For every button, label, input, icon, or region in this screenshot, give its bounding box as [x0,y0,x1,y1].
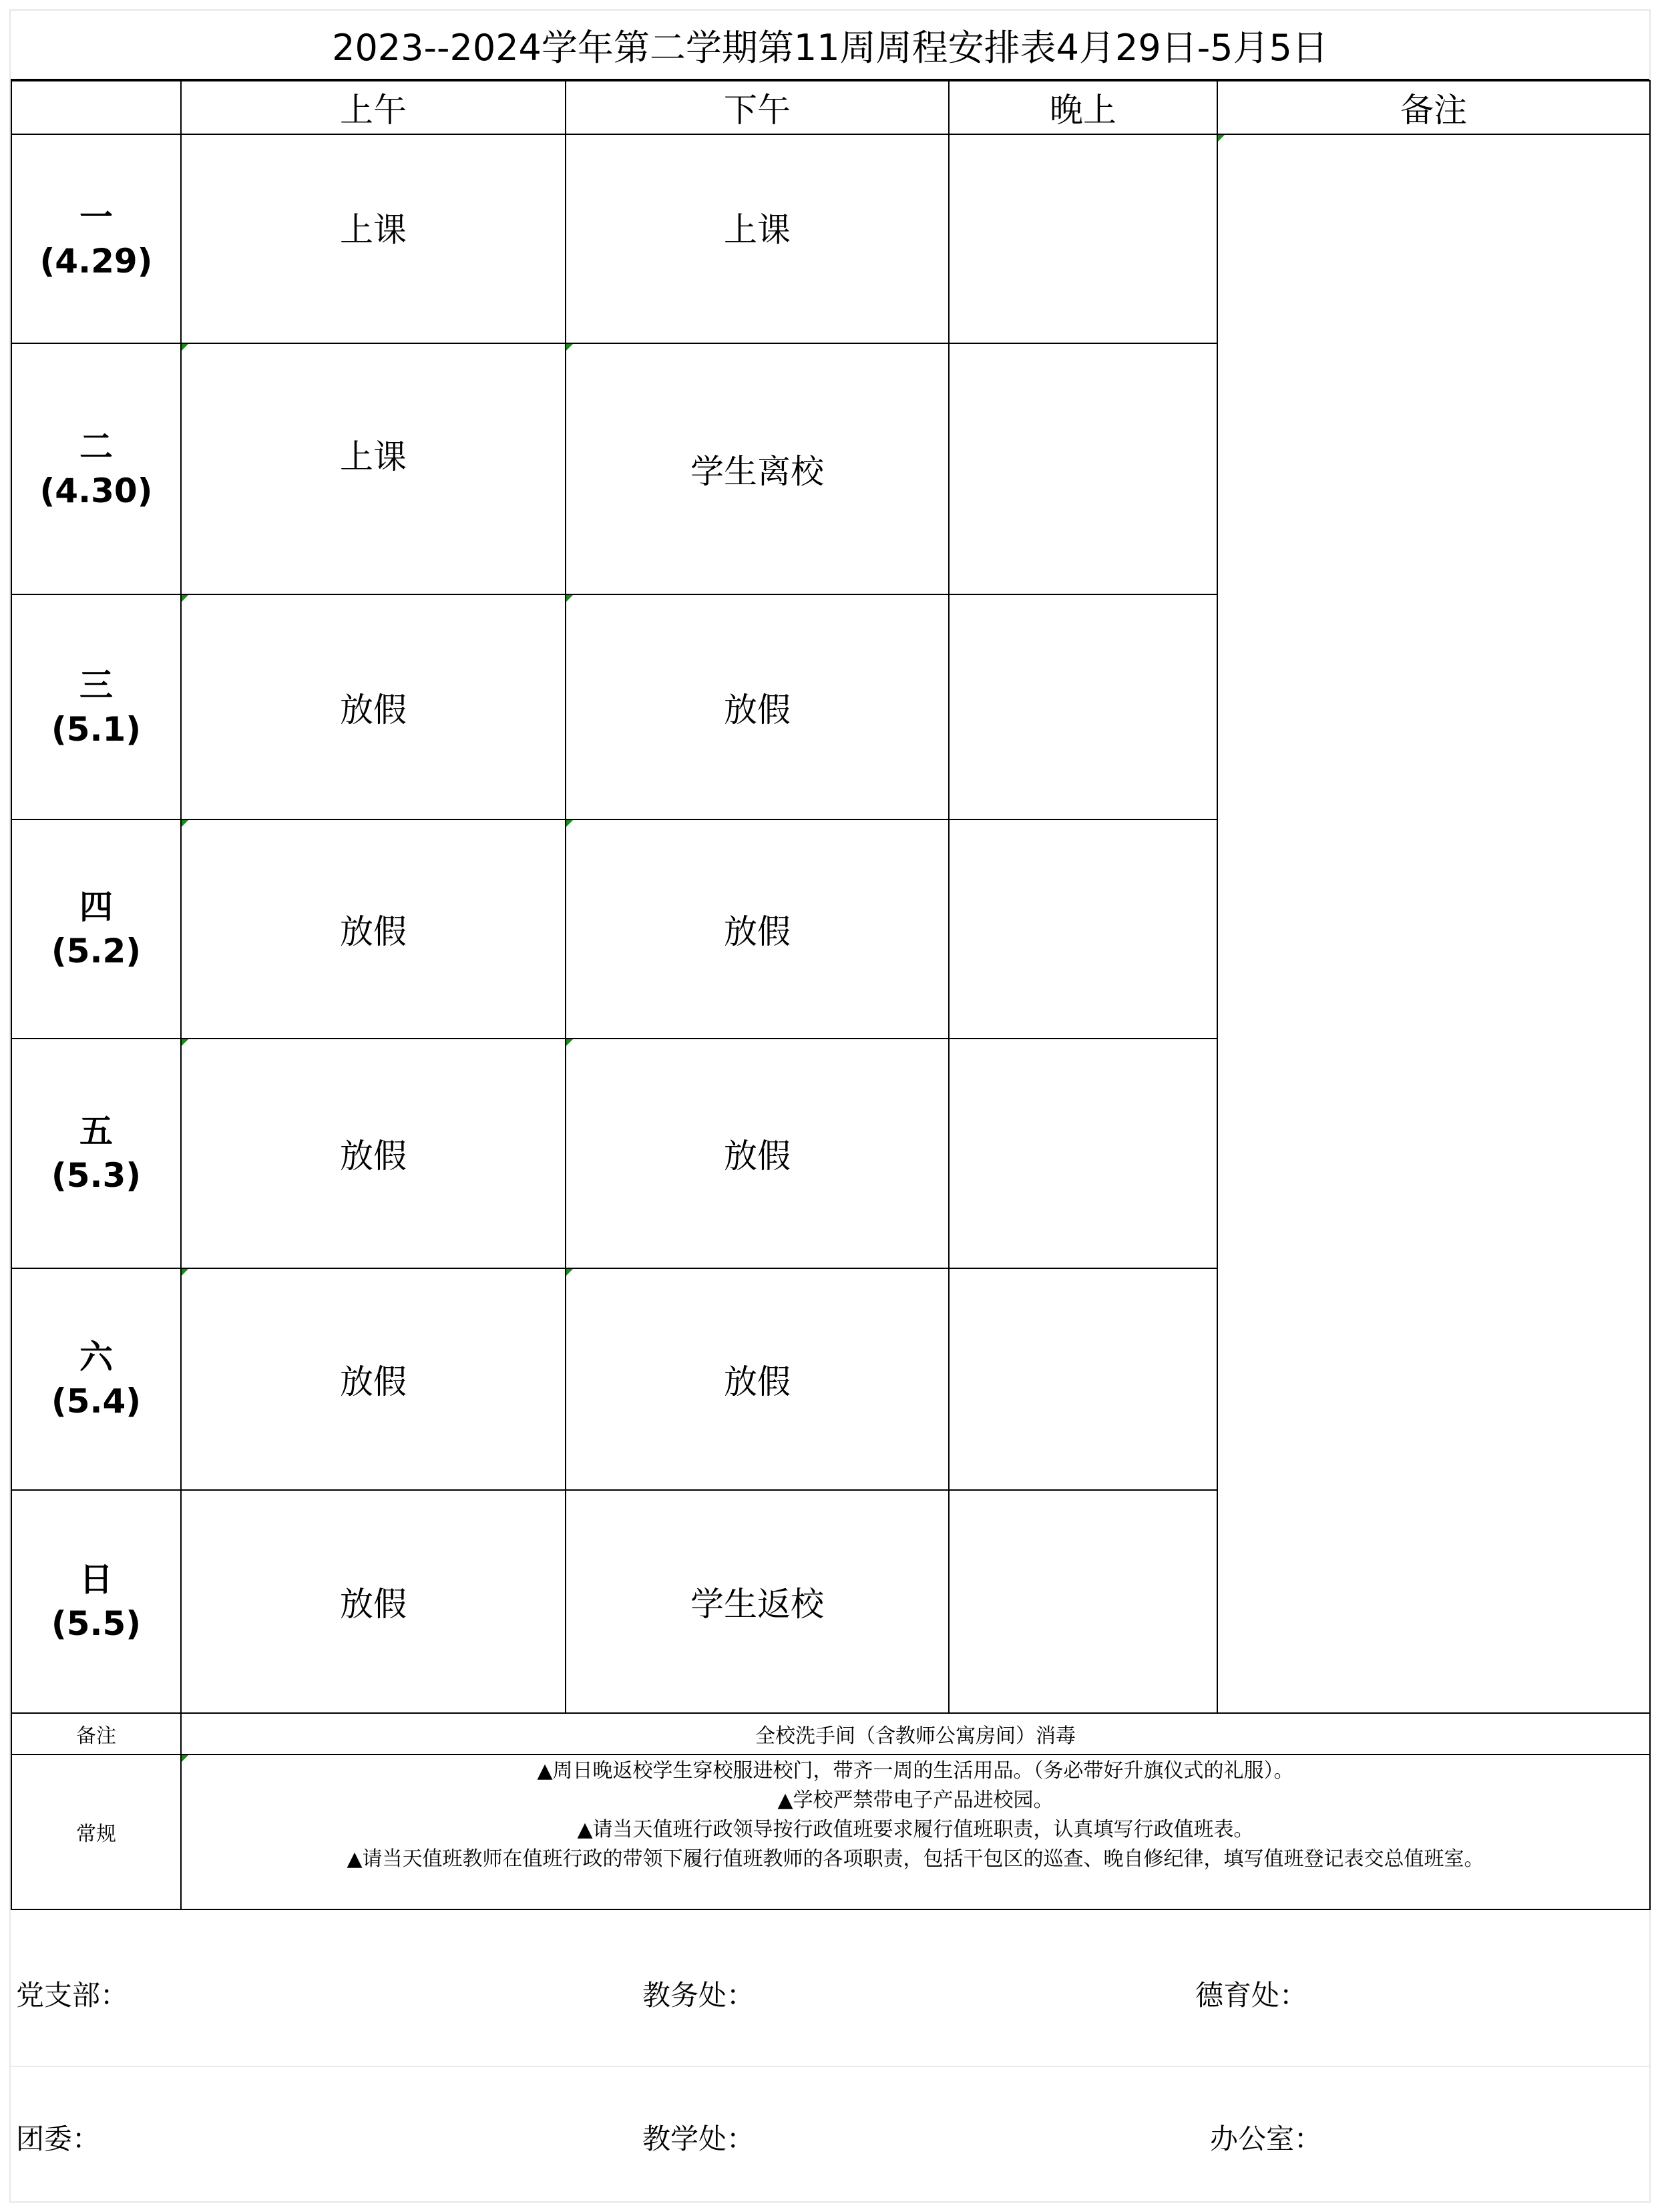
morning-cell: 放假 [181,594,566,819]
signature-divider [11,2066,1649,2067]
afternoon-text: 学生离校 [690,452,824,491]
routine-label: 常规 [11,1755,181,1909]
routine-line: ▲请当天值班行政领导按行政值班要求履行值班职责，认真填写行政值班表。 [577,1818,1254,1841]
morning-text: 上课 [340,437,407,476]
youth-league-signature: 团委： [16,2123,101,2155]
day-date: (4.30) [39,472,153,510]
routine-line: ▲周日晚返校学生穿校服进校门，带齐一周的生活用品。（务必带好升旗仪式的礼服）。 [537,1759,1294,1783]
routine-line: ▲学校严禁带电子产品进校园。 [777,1789,1054,1812]
evening-cell [949,1039,1217,1268]
day-date: (5.1) [51,709,142,749]
day-name: 四 [79,888,113,926]
header-morning: 上午 [181,81,566,134]
morning-cell: 放假 [181,1268,566,1490]
header-blank [11,81,181,134]
day-name: 五 [79,1112,113,1151]
day-cell [11,343,181,594]
morning-text: 上课 [340,210,407,249]
afternoon-cell: 放假 [566,594,949,819]
afternoon-cell [566,134,949,343]
day-date: (5.2) [51,932,142,970]
header-evening: 晚上 [949,81,1217,134]
morning-cell: 放假 [181,1490,566,1713]
afternoon-cell: 放假 [566,819,949,1039]
afternoon-cell: 放假 [566,1039,949,1268]
day-name: 六 [79,1338,113,1376]
day-date: (5.3) [51,1156,142,1195]
header-remarks: 备注 [1217,81,1650,134]
evening-cell [949,819,1217,1039]
evening-cell [949,1490,1217,1713]
day-date: (4.29) [39,241,153,281]
day-name: 一 [79,197,113,236]
schedule-table [11,80,1651,1910]
day-cell [11,594,181,819]
party-branch-signature: 党支部： [16,1979,129,2012]
teaching-office-signature: 教学处： [642,2123,755,2155]
afternoon-cell: 放假 [566,1268,949,1490]
moral-education-signature: 德育处： [1195,1979,1308,2012]
routine-row [11,1755,1650,1909]
day-name: 二 [79,427,113,466]
day-cell [11,819,181,1039]
day-cell [11,1490,181,1713]
remarks-text: 全校洗手间（含教师公寓房间）消毒 [181,1713,1650,1755]
academic-affairs-signature: 教务处： [642,1979,755,2012]
evening-cell [949,594,1217,819]
remarks-label: 备注 [11,1713,181,1755]
header-row [11,81,1650,134]
routine-cell [181,1755,1650,1909]
remarks-column-cell [1217,134,1650,1713]
page-title: 2023--2024学年第二学期第11周周程安排表4月29日-5月5日 [11,11,1649,80]
morning-cell: 放假 [181,819,566,1039]
afternoon-cell [566,343,949,594]
day-date: (5.4) [51,1382,142,1421]
day-date: (5.5) [51,1604,142,1643]
afternoon-text: 上课 [724,210,791,249]
header-afternoon: 下午 [566,81,949,134]
general-office-signature: 办公室： [1210,2123,1323,2155]
morning-cell [181,134,566,343]
day-name: 日 [79,1560,113,1599]
remarks-row [11,1713,1650,1755]
evening-cell [949,1268,1217,1490]
day-row-1 [11,134,1650,343]
day-cell [11,1039,181,1268]
day-cell [11,134,181,343]
day-cell [11,1268,181,1490]
evening-cell [949,134,1217,343]
morning-cell: 放假 [181,1039,566,1268]
evening-cell [949,343,1217,594]
afternoon-cell: 学生返校 [566,1490,949,1713]
day-name: 三 [79,665,113,705]
morning-cell [181,343,566,594]
routine-line: ▲请当天值班教师在值班行政的带领下履行值班教师的各项职责，包括干包区的巡查、晚自修纪律，填写值班登记表交总值班室。 [347,1847,1484,1871]
